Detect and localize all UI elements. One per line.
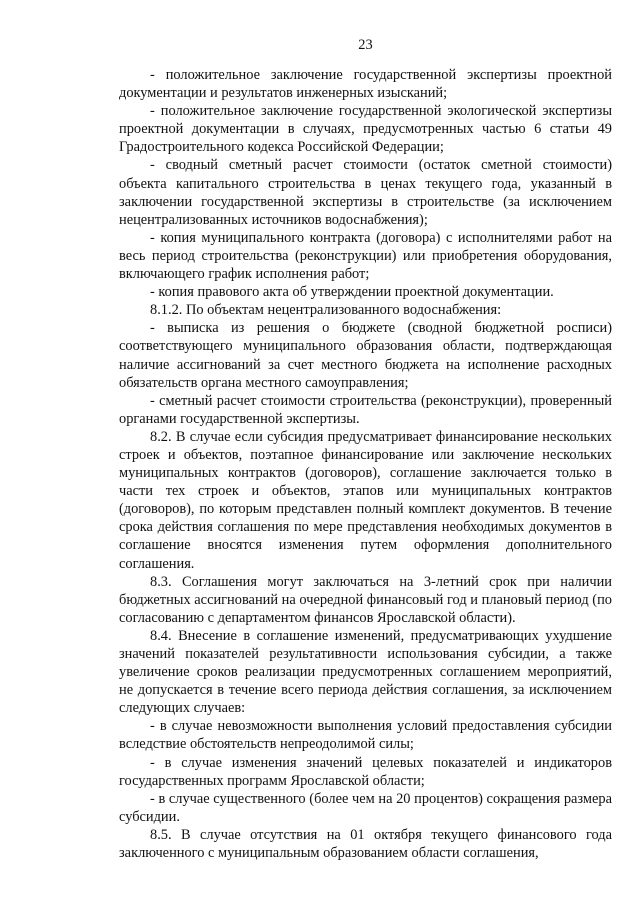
paragraph: 8.4. Внесение в соглашение изменений, предусматривающих ухудшение значений показателей результативности использования субсидии, а также увеличение сроков реализации предусмотренных соглашением мероприятий, не допускается в течение всего периода действия соглашения, за исключением следующих случаев: [119, 627, 612, 717]
paragraph: 8.2. В случае если субсидия предусматривает финансирование нескольких строек и объектов, поэтапное финансирование или заключение нескольких муниципальных контрактов (договоров), соглашение заключается только в части тех строек и объектов, этапов или муниципальных контрактов (договоров), по которым представлен полный комплект документов. В течение срока действия соглашения по мере представления необходимых документов в соглашение вносятся изменения путем оформления дополнительного соглашения. [119, 428, 612, 572]
paragraph: - в случае изменения значений целевых показателей и индикаторов государственных программ Ярославской области; [119, 754, 612, 789]
paragraph: - копия муниципального контракта (договора) с исполнителями работ на весь период строительства (реконструкции) или приобретения оборудования, включающего график исполнения работ; [119, 229, 612, 283]
paragraph: - в случае невозможности выполнения условий предоставления субсидии вследствие обстоятельств непреодолимой силы; [119, 718, 612, 753]
paragraph: - положительное заключение государственной экспертизы проектной документации и результатов инженерных изысканий; [119, 67, 612, 102]
paragraph: - сметный расчет стоимости строительства (реконструкции), проверенный органами государственной экспертизы. [119, 392, 612, 427]
paragraph: - копия правового акта об утверждении проектной документации. [150, 284, 554, 301]
paragraph: - в случае существенного (более чем на 20 процентов) сокращения размера субсидии. [119, 790, 612, 825]
paragraph: - положительное заключение государственной экологической экспертизы проектной документации в случаях, предусмотренных частью 6 статьи 49 Градостроительного кодекса Российской Федерации; [119, 103, 612, 156]
paragraph: - выписка из решения о бюджете (сводной бюджетной росписи) соответствующего муниципального образования области, подтверждающая наличие ассигнований за счет местного бюджета на исполнение расходных обязательств органа местного самоуправления; [119, 320, 612, 391]
paragraph: 8.3. Соглашения могут заключаться на 3-летний срок при наличии бюджетных ассигнований на очередной финансовый год и плановый период (по согласованию с департаментом финансов Ярославской области). [119, 573, 612, 626]
paragraph: 8.5. В случае отсутствия на 01 октября текущего финансового года заключенного с муниципальным образованием области соглашения, [119, 826, 612, 862]
section-heading: 8.1.2. По объектам нецентрализованного водоснабжения: [150, 302, 502, 319]
paragraph: - сводный сметный расчет стоимости (остаток сметной стоимости) объекта капитального строительства в ценах текущего года, указанный в заключении государственной экспертизы в строительстве (за исключением нецентрализованных источников водоснабжения); [119, 157, 612, 228]
page-number: 23 [358, 37, 373, 53]
